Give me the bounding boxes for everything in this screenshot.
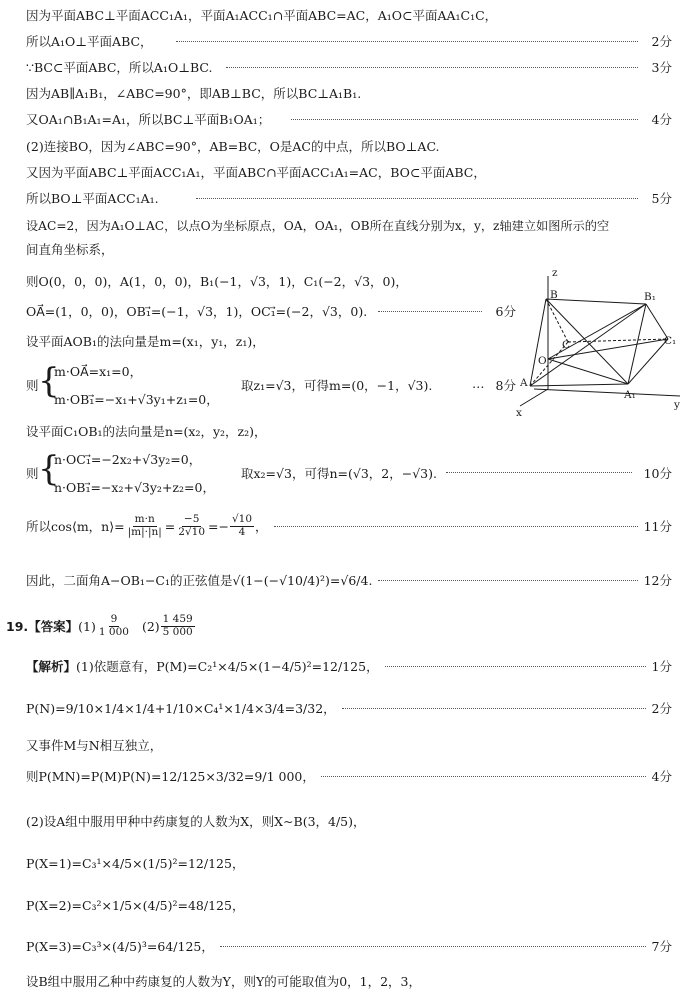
fig-label-O: O — [538, 355, 547, 367]
answer-19: 19.【答案】 (1) $\frac{9}{1 000}$ (2) $\frac{1 459}{5 000}$ — [6, 613, 193, 638]
fig-label-x: x — [516, 407, 522, 419]
proof-line-6: (2)连接BO，因为∠ABC=90°，AB=BC，O是AC的中点，所以BO⊥AC. — [26, 139, 440, 154]
score-12: 12分 — [643, 573, 672, 588]
score-j4: 4分 — [651, 769, 672, 784]
analysis-line-9: 设B组中服用乙种中药康复的人数为Y，则Y的可能取值为0，1，2，3， — [26, 974, 422, 989]
proof-line-13: 设平面AOB₁的法向量是m=(x₁，y₁，z₁)， — [26, 334, 265, 349]
score-8: 8分 — [495, 378, 516, 393]
analysis-line-7: P(X=2)=C₃²×1/5×(4/5)²=48/125， — [26, 898, 245, 913]
proof-line-17: 所以cos⟨m，n⟩= $\frac{m\cdot n}{|m|\cdot|n|}$ = $\frac{-5}{2√10}$ =− $\frac{√10}{4}$ ， 11分 — [26, 513, 672, 538]
leader-dots — [291, 119, 638, 120]
leader-dots — [321, 776, 646, 777]
score-2: 2分 — [651, 34, 672, 49]
leader-dots — [274, 526, 638, 527]
x-axis — [520, 389, 548, 406]
proof-line-7: 又因为平面ABC⊥平面ACC₁A₁，平面ABC∩平面ACC₁A₁=AC，BO⊂平面ABC， — [26, 165, 486, 180]
leader-dots — [378, 311, 482, 312]
proof-line-1: 因为平面ABC⊥平面ACC₁A₁，平面A₁ACC₁∩平面ABC=AC，A₁O⊂平面AA₁C₁C， — [26, 8, 498, 23]
leader-dots — [220, 946, 646, 947]
equation-system-n: 则 { n·OC₁⃗=−2x₂+√3y₂=0， n·OB₁⃗=−x₂+√3y₂+z₂=0， 取x₂=√3，可得n=(√3，2，−√3). 10分 — [26, 449, 672, 495]
proof-line-5: 又OA₁∩B₁A₁=A₁，所以BC⊥平面B₁OA₁； 4分 — [26, 112, 672, 127]
proof-line-18: 因此，二面角A−OB₁−C₁的正弦值是 √(1−(−√10/4)²)=√6/4. 12分 — [26, 572, 672, 588]
proof-line-12: OA⃗=(1，0，0)，OB₁⃗=(−1，√3，1)，OC₁⃗=(−2，√3，0). 6分 — [26, 304, 516, 319]
proof-line-4: 因为AB∥A₁B₁，∠ABC=90°，即AB⊥BC，所以BC⊥A₁B₁. — [26, 86, 362, 101]
analysis-line-2: P(N)=9/10×1/4×1/4+1/10×C₄¹×1/4×3/4=3/32， 2分 — [26, 701, 672, 716]
leader-dots — [196, 198, 638, 199]
score-3: 3分 — [651, 60, 672, 75]
analysis-line-4: 则P(MN)=P(M)P(N)=12/125×3/32=9/1 000， 4分 — [26, 769, 672, 784]
fig-label-C: C — [562, 339, 571, 351]
proof-line-9: 设AC=2，因为A₁O⊥AC，以点O为坐标原点，OA，OA₁，OB所在直线分别为x，y，z轴建立如图所示的空 — [26, 218, 610, 233]
fig-label-B1: B₁ — [644, 291, 656, 303]
leader-dots — [176, 41, 638, 42]
analysis-line-6: P(X=1)=C₃¹×4/5×(1/5)²=12/125， — [26, 856, 245, 871]
leader-dots — [226, 67, 638, 68]
score-11: 11分 — [643, 519, 672, 534]
proof-line-10: 间直角坐标系， — [26, 242, 114, 257]
proof-line-11: 则O(0，0，0)，A(1，0，0)，B₁(−1，√3，1)，C₁(−2，√3，0)， — [26, 274, 408, 289]
equation-system-m: 则 { m·OA⃗=x₁=0， m·OB₁⃗=−x₁+√3y₁+z₁=0， 取z₁=√3，可得m=(0，−1，√3). … 8分 — [26, 361, 516, 407]
score-5: 5分 — [651, 191, 672, 206]
analysis-line-1: 【解析】 (1)依题意有，P(M)=C₂¹×4/5×(1−4/5)²=12/125， 1分 — [26, 659, 672, 674]
leader-dots — [385, 666, 646, 667]
analysis-line-5: (2)设A组中服用甲种中药康复的人数为X，则X∼B(3，4/5)， — [26, 814, 366, 829]
y-axis — [534, 389, 680, 396]
score-10: 10分 — [643, 466, 672, 481]
proof-line-8: 所以BO⊥平面ACC₁A₁. 5分 — [26, 191, 672, 206]
score-4: 4分 — [651, 112, 672, 127]
geometry-figure — [508, 264, 683, 424]
score-j8: 7分 — [651, 939, 672, 954]
score-j1: 1分 — [651, 659, 672, 674]
score-j2: 2分 — [651, 701, 672, 716]
proof-line-15: 设平面C₁OB₁的法向量是n=(x₂，y₂，z₂)， — [26, 424, 267, 439]
analysis-line-3: 又事件M与N相互独立， — [26, 738, 163, 753]
analysis-line-8: P(X=3)=C₃³×(4/5)³=64/125， 7分 — [26, 939, 672, 954]
fig-label-z: z — [552, 267, 558, 279]
proof-line-3: ∵BC⊂平面ABC，所以A₁O⊥BC. 3分 — [26, 60, 672, 75]
fig-label-C1: C₁ — [664, 335, 677, 347]
leader-dots — [342, 708, 646, 709]
leader-dots — [378, 580, 637, 581]
fig-label-y: y — [674, 399, 680, 411]
fig-label-A1: A₁ — [624, 389, 636, 401]
fig-label-A: A — [520, 377, 528, 389]
score-6: 6分 — [495, 304, 516, 319]
fig-label-B: B — [550, 289, 558, 301]
proof-line-2: 所以A₁O⊥平面ABC， 2分 — [26, 34, 672, 49]
leader-dots — [446, 472, 632, 473]
